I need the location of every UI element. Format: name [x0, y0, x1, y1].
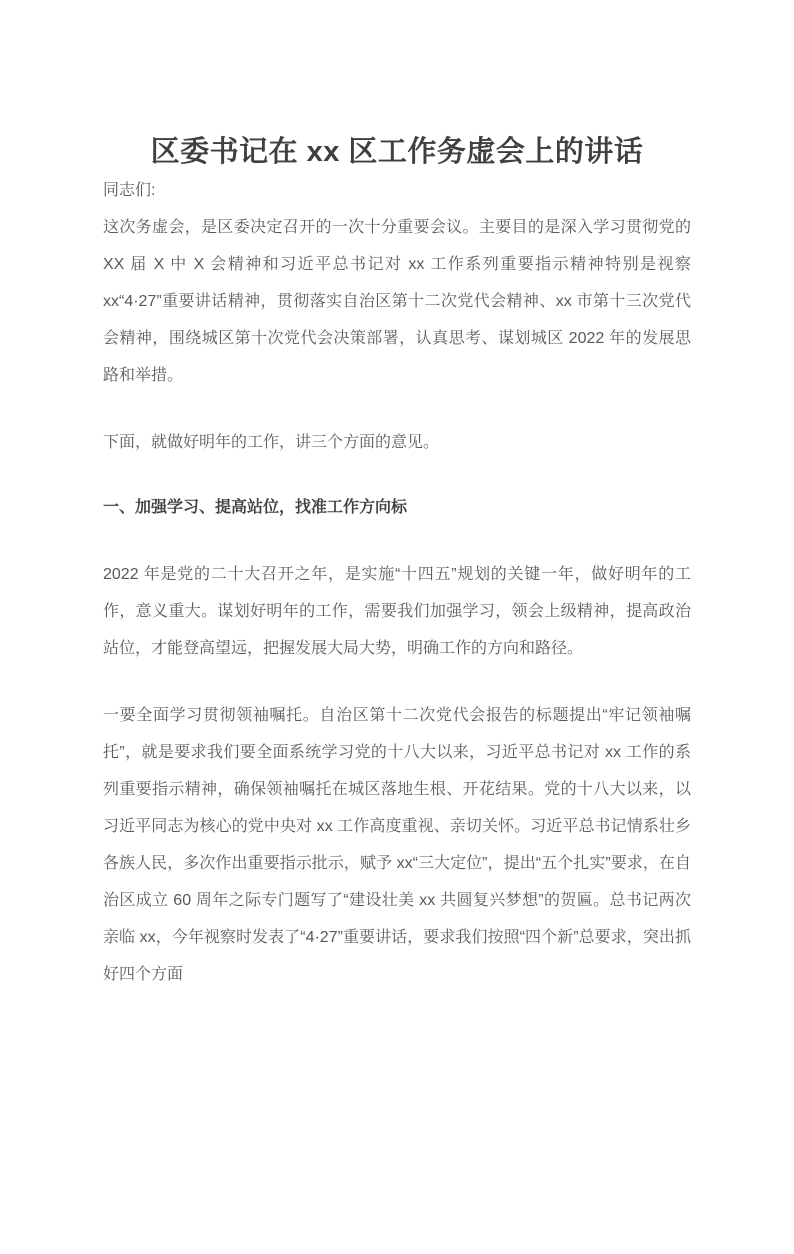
paragraph-transition: 下面，就做好明年的工作，讲三个方面的意见。: [103, 434, 440, 451]
section-heading-1: 一、加强学习、提高站位，找准工作方向标: [103, 499, 408, 516]
document-title: 区委书记在 xx 区工作务虚会上的讲话: [150, 136, 644, 168]
paragraph-section1-1: 2022 年是党的二十大召开之年，是实施“十四五”规划的关键一年，做好明年的工作，意义重大。谋划好明年的工作，需要我们加强学习，领会上级精神，提高政治站位，才能登高望远，把握发展大局大势，明确工作的方向和路径。: [103, 566, 691, 657]
document-page: [0, 132, 794, 1254]
paragraph-intro: 这次务虚会，是区委决定召开的一次十分重要会议。主要目的是深入学习贯彻党的 XX 届 X 中 X 会精神和习近平总书记对 xx 工作系列重要指示精神特别是视察 xx“4·27”重要讲话精神，贯彻落实自治区第十二次党代会精神、xx 市第十三次党代会精神，围绕城区第十次党代会决策部署，认真思考、谋划城区 2022 年的发展思路和举措。: [103, 219, 691, 384]
salutation: 同志们:: [103, 182, 156, 199]
document-body: [0, 172, 794, 993]
paragraph-section1-2: 一要全面学习贯彻领袖嘱托。自治区第十二次党代会报告的标题提出“牢记领袖嘱托”，就是要求我们要全面系统学习党的十八大以来，习近平总书记对 xx 工作的系列重要指示精神，确保领袖嘱托在城区落地生根、开花结果。党的十八大以来，以习近平同志为核心的党中央对 xx 工作高度重视、亲切关怀。习近平总书记情系壮乡各族人民，多次作出重要指示批示，赋予 xx“三大定位”，提出“五个扎实”要求，在自治区成立 60 周年之际专门题写了“建设壮美 xx 共圆复兴梦想”的贺匾。总书记两次亲临 xx，今年视察时发表了“4·27”重要讲话，要求我们按照“四个新”总要求，突出抓好四个方面: [103, 707, 691, 983]
